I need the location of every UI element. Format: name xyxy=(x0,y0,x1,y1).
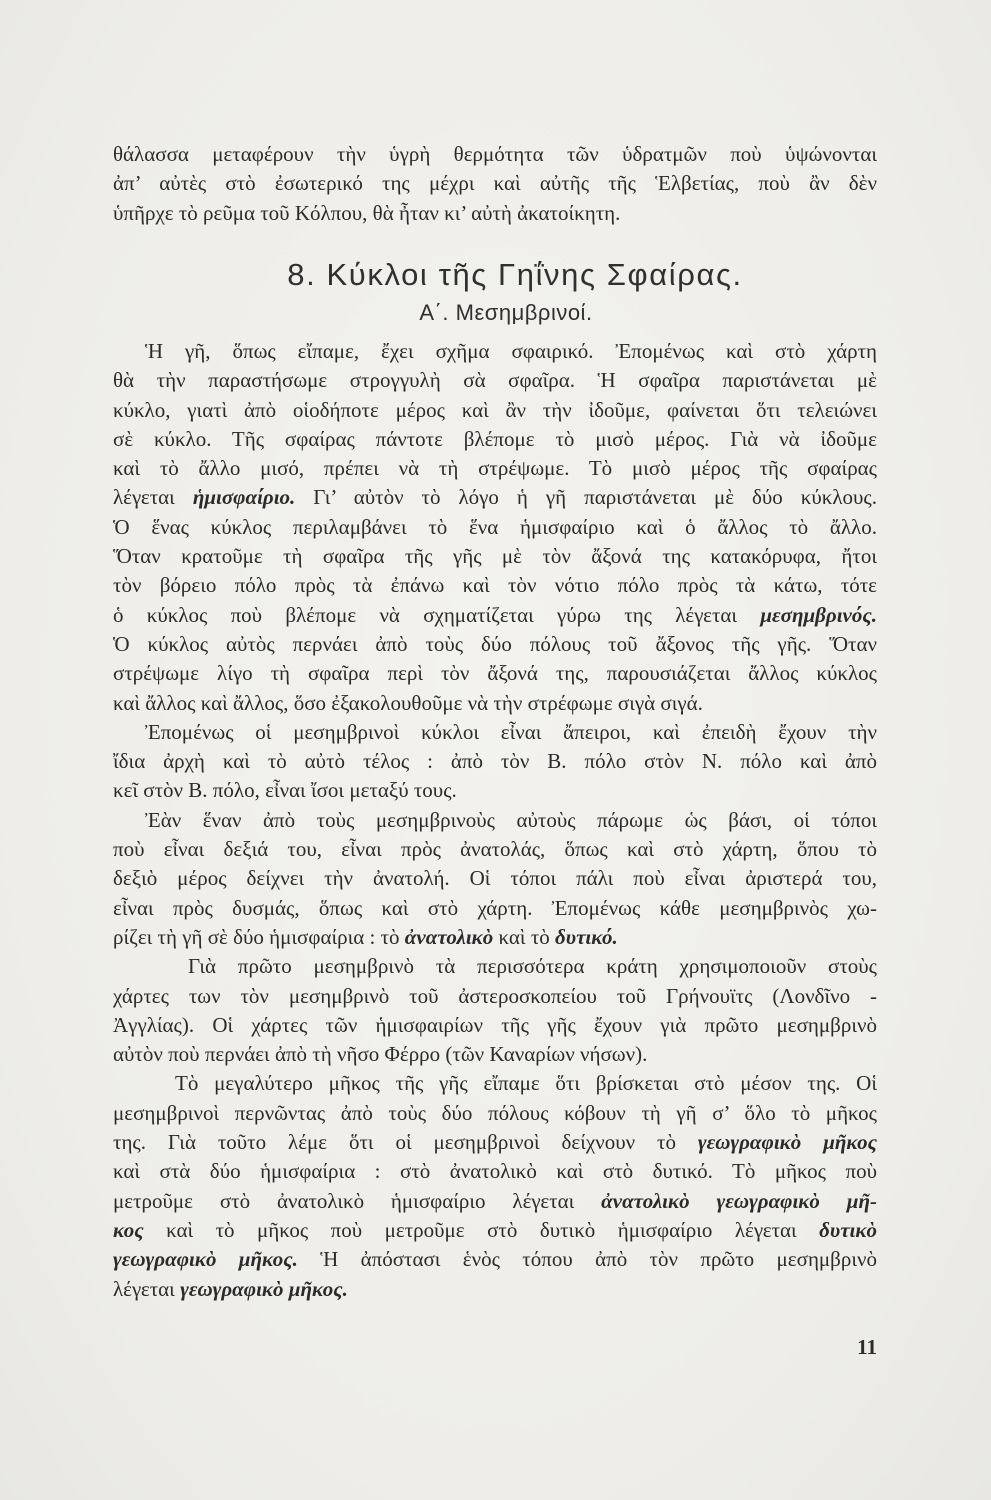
text-line: δεξιὸ μέρος δείχνει τὴν ἀνατολή. Οἱ τόποι πάλι ποὺ εἶναι ἀριστερά του, xyxy=(113,866,877,891)
text-line xyxy=(113,1128,877,1157)
text-line: κεῖ στὸν Β. πόλο, εἶναι ἴσοι μεταξύ τους. xyxy=(113,778,457,803)
text-line xyxy=(113,923,877,952)
text-line xyxy=(113,1216,877,1245)
text-line xyxy=(113,601,877,630)
emphasis-term: ἡμισφαίριο. xyxy=(192,485,296,510)
emphasis-term: δυτικό. xyxy=(555,924,618,949)
text-line xyxy=(113,1275,877,1304)
emphasis-term: γεωγραφικὸ μῆκος xyxy=(697,1130,877,1155)
text-line: Ἀγγλίας). Οἱ χάρτες τῶν ἡμισφαιρίων τῆς γῆς ἔχουν γιὰ πρῶτο μεσημβρινὸ xyxy=(113,1012,877,1037)
text-line: ποὺ εἶναι δεξιά του, εἶναι πρὸς ἀνατολάς, ὅπως καὶ στὸ χάρτη, ὅπου τὸ xyxy=(113,837,877,862)
section-subtitle: Α΄. Μεσημβρινοί. xyxy=(419,300,593,325)
text-line: μεσημβρινοὶ περνῶντας ἀπὸ τοὺς δύο πόλους κόβουν τὴ γῆ σ’ ὅλο τὸ μῆκος xyxy=(113,1100,877,1125)
emphasis-term: γεωγραφικὸ μῆκος. xyxy=(113,1247,298,1272)
emphasis-term: γεωγραφικὸ μῆκος. xyxy=(180,1276,348,1301)
emphasis-term: δυτικὸ xyxy=(819,1217,877,1242)
page-number: 11 xyxy=(857,1335,877,1359)
text-line: τὸν βόρειο πόλο πρὸς τὰ ἐπάνω καὶ τὸν νότιο πόλο πρὸς τὰ κάτω, τότε xyxy=(113,573,877,598)
text-line xyxy=(113,1187,877,1216)
text-line: καὶ στὰ δύο ἡμισφαίρια : στὸ ἀνατολικὸ καὶ στὸ δυτικό. Τὸ μῆκος ποὺ xyxy=(113,1159,877,1184)
text-line: χάρτες των τὸν μεσημβρινὸ τοῦ ἀστεροσκοπείου τοῦ Γρήνουϊτς (Λονδῖνο - xyxy=(113,983,877,1008)
text-line: Ἐὰν ἕναν ἀπὸ τοὺς μεσημβρινοὺς αὐτοὺς πάρωμε ὡς βάσι, οἱ τόποι xyxy=(145,807,877,832)
text-segment: ὁ κύκλος ποὺ βλέπομε νὰ σχηματίζεται γύρω της λέγεται xyxy=(113,602,761,627)
emphasis-term: ἀνατολικὸ xyxy=(404,924,494,949)
text-line: Γιὰ πρῶτο μεσημβρινὸ τὰ περισσότερα κράτη χρησιμοποιοῦν στοὺς xyxy=(188,954,877,979)
text-line: θὰ τὴν παραστήσωμε στρογγυλὴ σὰ σφαῖρα. Ἡ σφαῖρα παριστάνεται μὲ xyxy=(113,368,877,393)
text-segment: μετροῦμε στὸ ἀνατολικὸ ἡμισφαίριο λέγεται xyxy=(113,1188,602,1213)
text-segment: λέγεται xyxy=(113,485,193,510)
text-line: Τὸ μεγαλύτερο μῆκος τῆς γῆς εἴπαμε ὅτι βρίσκεται στὸ μέσον της. Οἱ xyxy=(175,1071,877,1096)
text-line: Ὁ κύκλος αὐτὸς περνάει ἀπὸ τοὺς δύο πόλους τοῦ ἄξονος τῆς γῆς. Ὅταν xyxy=(113,631,877,656)
text-line: Ἡ γῆ, ὅπως εἴπαμε, ἔχει σχῆμα σφαιρικό. Ἐπομένως καὶ στὸ χάρτη xyxy=(145,339,877,363)
section-title: 8. Κύκλοι τῆς Γηΐνης Σφαίρας. xyxy=(287,257,743,292)
text-segment: Ἡ ἀπόστασι ἑνὸς τόπου ἀπὸ τὸν πρῶτο μεσημβρινὸ xyxy=(297,1247,877,1272)
emphasis-term: ἀνατολικὸ γεωγραφικὸ μῆ- xyxy=(601,1188,877,1213)
text-line: αὐτὸν ποὺ περνάει ἀπὸ τὴ νῆσο Φέρρο (τῶν Καναρίων νήσων). xyxy=(113,1042,648,1067)
text-line: Ἐπομένως οἱ μεσημβρινοὶ κύκλοι εἶναι ἄπειροι, καὶ ἐπειδὴ ἔχουν τὴν xyxy=(145,719,877,744)
text-line: Ὅταν κρατοῦμε τὴ σφαῖρα τῆς γῆς μὲ τὸν ἄξονά της κατακόρυφα, ἤτοι xyxy=(113,544,877,569)
body-text xyxy=(113,337,877,1304)
text-line xyxy=(113,1245,877,1274)
text-segment: Γι’ αὐτὸν τὸ λόγο ἡ γῆ παριστάνεται μὲ δύο κύκλους. xyxy=(295,485,877,510)
text-line: κύκλο, γιατὶ ἀπὸ οἱοδήποτε μέρος καὶ ἂν τὴν ἰδοῦμε, φαίνεται ὅτι τελειώνει xyxy=(113,397,877,422)
text-line: καὶ ἄλλος καὶ ἄλλος, ὅσο ἐξακολουθοῦμε νὰ τὴν στρέφωμε σιγὰ σιγά. xyxy=(113,690,703,715)
text-line: ἴδια ἀρχὴ καὶ τὸ αὐτὸ τέλος : ἀπὸ τὸν Β. πόλο στὸν Ν. πόλο καὶ ἀπὸ xyxy=(113,749,877,774)
text-segment: καὶ τὸ μῆκος ποὺ μετροῦμε στὸ δυτικὸ ἡμισφαίριο λέγεται xyxy=(143,1217,820,1242)
text-line: καὶ τὸ ἄλλο μισό, πρέπει νὰ τὴ στρέψωμε. Τὸ μισὸ μέρος τῆς σφαίρας xyxy=(113,456,877,481)
continuation-paragraph xyxy=(113,140,877,228)
text-line: ὑπῆρχε τὸ ρεῦμα τοῦ Κόλπου, θὰ ἦταν κι’ αὐτὴ ἀκατοίκητη. xyxy=(113,200,621,225)
text-line: ἀπ’ αὐτὲς στὸ ἐσωτερικό της μέχρι καὶ αὐτῆς τῆς Ἑλβετίας, ποὺ ἂν δὲν xyxy=(113,171,877,196)
text-line: Ὁ ἕνας κύκλος περιλαμβάνει τὸ ἕνα ἡμισφαίριο καὶ ὁ ἄλλος τὸ ἄλλο. xyxy=(113,514,877,539)
text-segment: λέγεται xyxy=(113,1276,181,1301)
text-line: σὲ κύκλο. Τῆς σφαίρας πάντοτε βλέπομε τὸ μισὸ μέρος. Γιὰ νὰ ἰδοῦμε xyxy=(113,426,877,451)
text-segment: ρίζει τὴ γῆ σὲ δύο ἡμισφαίρια : τὸ xyxy=(113,924,405,949)
text-segment: καὶ τὸ xyxy=(493,924,556,949)
text-line: στρέψωμε λίγο τὴ σφαῖρα περὶ τὸν ἄξονά της, παρουσιάζεται ἄλλος κύκλος xyxy=(113,661,877,686)
emphasis-term: κος xyxy=(113,1217,144,1242)
text-line xyxy=(113,483,877,512)
text-line: θάλασσα μεταφέρουν τὴν ὑγρὴ θερμότητα τῶν ὑδρατμῶν ποὺ ὑψώνονται xyxy=(113,142,877,166)
text-segment: της. Γιὰ τοῦτο λέμε ὅτι οἱ μεσημβρινοὶ δείχνουν τὸ xyxy=(113,1130,698,1155)
emphasis-term: μεσημβρινός. xyxy=(760,602,877,627)
text-line: εἶναι πρὸς δυσμάς, ὅπως καὶ στὸ χάρτη. Ἐπομένως κάθε μεσημβρινὸς χω- xyxy=(113,895,877,920)
